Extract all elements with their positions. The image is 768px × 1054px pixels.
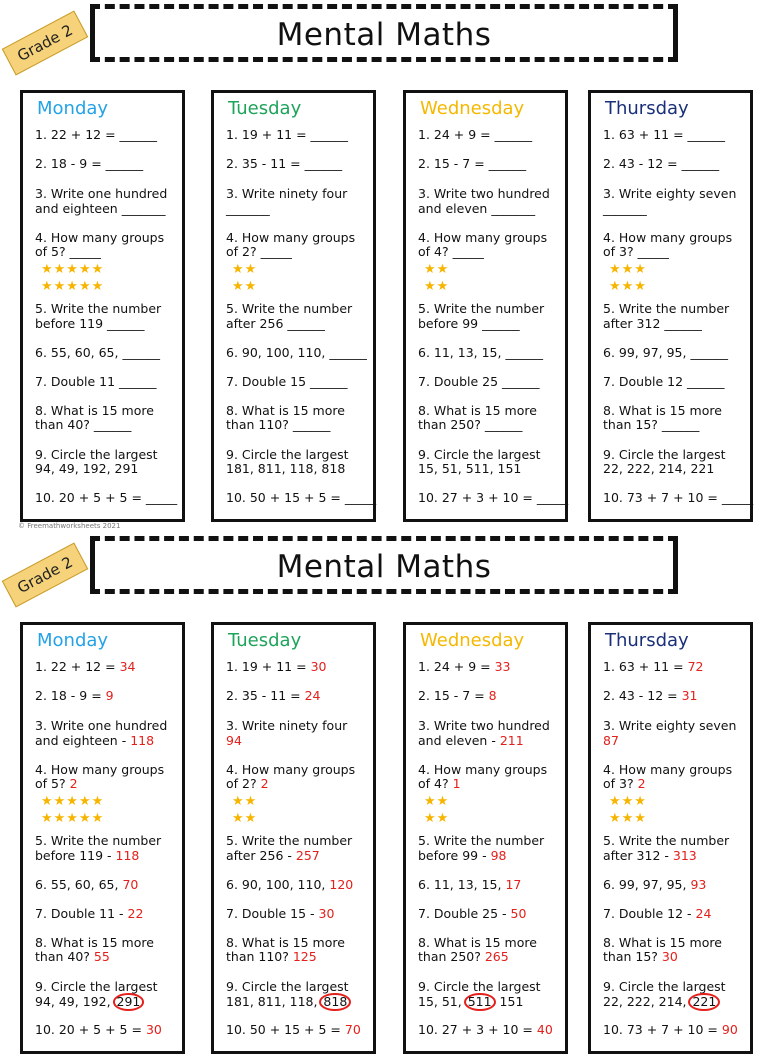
answer-value: 118 [130, 733, 155, 748]
answer-question-2: 2. 15 - 7 = 8 [418, 688, 497, 703]
question-7: 7. Double 25 ______ [418, 374, 540, 389]
star-group-row-1: ★★★ [609, 262, 647, 277]
question-9-line-1: 9. Circle the largest [226, 447, 349, 462]
answer-question-3-line-2 [603, 733, 619, 748]
answer-question-7: 7. Double 25 - 50 [418, 906, 527, 921]
question-2: 2. 43 - 12 = ______ [603, 156, 720, 171]
answer-key-section [0, 532, 768, 1037]
answer-question-7: 7. Double 11 - 22 [35, 906, 144, 921]
answer-value: 265 [484, 949, 509, 964]
answer-question-5-line-1: 5. Write the number [35, 833, 162, 848]
question-8-line-1: 8. What is 15 more [603, 403, 722, 418]
answer-question-5-line-2: before 99 - 98 [418, 848, 507, 863]
answer-value: 211 [499, 733, 524, 748]
question-5-line-2: after 256 ______ [226, 316, 325, 331]
day-title: Tuesday [228, 630, 302, 651]
question-8-line-2: than 15? ______ [603, 417, 700, 432]
question-4-line-2: of 5? _____ [35, 244, 101, 259]
page-title: Mental Maths [276, 17, 492, 53]
answer-value: 33 [494, 659, 511, 674]
answer-card-tuesday [211, 622, 376, 1054]
grade-label: Grade 2 [2, 11, 88, 76]
question-9-line-2: 22, 222, 214, 221 [603, 461, 715, 476]
answer-question-5-line-2: before 119 - 118 [35, 848, 140, 863]
answer-question-10: 10. 50 + 15 + 5 = 70 [226, 1022, 361, 1037]
question-6: 6. 99, 97, 95, ______ [603, 345, 728, 360]
answer-question-8-line-1: 8. What is 15 more [226, 935, 345, 950]
answer-question-2: 2. 35 - 11 = 24 [226, 688, 321, 703]
star-group-row-2: ★★★★★ [41, 279, 105, 294]
title-banner [90, 4, 678, 62]
star-group-row-1: ★★ [424, 794, 450, 809]
question-6: 6. 55, 60, 65, ______ [35, 345, 160, 360]
answer-question-8-line-2: than 110? 125 [226, 949, 317, 964]
question-9-line-2: 94, 49, 192, 291 [35, 461, 139, 476]
answer-card-thursday [588, 622, 753, 1054]
answer-question-8-line-1: 8. What is 15 more [603, 935, 722, 950]
answer-value: 2 [69, 776, 78, 791]
question-8-line-1: 8. What is 15 more [418, 403, 537, 418]
answer-question-5-line-2: after 256 - 257 [226, 848, 320, 863]
answer-question-6: 6. 90, 100, 110, 120 [226, 877, 354, 892]
star-group-row-2: ★★ [232, 279, 258, 294]
question-8-line-2: than 110? ______ [226, 417, 331, 432]
answer-question-9-line-1: 9. Circle the largest [35, 979, 158, 994]
question-3-line-1: 3. Write ninety four [226, 186, 348, 201]
answer-question-8-line-2: than 250? 265 [418, 949, 509, 964]
answer-question-8-line-1: 8. What is 15 more [418, 935, 537, 950]
question-4-line-2: of 2? _____ [226, 244, 292, 259]
question-10: 10. 27 + 3 + 10 = _____ [418, 490, 569, 505]
answer-question-9-line-1: 9. Circle the largest [418, 979, 541, 994]
answer-question-1: 1. 22 + 12 = 34 [35, 659, 136, 674]
circled-answer: 818 [319, 993, 351, 1011]
grade-label: Grade 2 [2, 543, 88, 608]
answer-value: 1 [452, 776, 461, 791]
question-4-line-2: of 4? _____ [418, 244, 484, 259]
answer-question-1: 1. 19 + 11 = 30 [226, 659, 327, 674]
answer-card-wednesday [403, 622, 568, 1054]
answer-question-8-line-2: than 15? 30 [603, 949, 678, 964]
question-10: 10. 50 + 15 + 5 = _____ [226, 490, 377, 505]
answer-question-4-line-2: of 4? 1 [418, 776, 461, 791]
answer-question-9-line-2: 181, 811, 118, 818 [226, 993, 351, 1011]
answer-question-7: 7. Double 12 - 24 [603, 906, 712, 921]
answer-value: 125 [292, 949, 317, 964]
question-4-line-1: 4. How many groups [603, 230, 733, 245]
star-group-row-1: ★★ [232, 794, 258, 809]
circled-answer: 221 [688, 993, 720, 1011]
answer-question-9-line-1: 9. Circle the largest [226, 979, 349, 994]
answer-value: 30 [145, 1022, 162, 1037]
answer-question-5-line-1: 5. Write the number [603, 833, 730, 848]
question-2: 2. 15 - 7 = ______ [418, 156, 527, 171]
answer-question-4-line-1: 4. How many groups [35, 762, 165, 777]
question-3-line-2: and eighteen _______ [35, 201, 166, 216]
star-group-row-2: ★★★★★ [41, 811, 105, 826]
title-banner [90, 536, 678, 594]
question-1: 1. 63 + 11 = ______ [603, 127, 726, 142]
question-9-line-1: 9. Circle the largest [603, 447, 726, 462]
day-title: Tuesday [228, 98, 302, 119]
answer-value: 118 [115, 848, 140, 863]
question-5-line-1: 5. Write the number [35, 301, 162, 316]
answer-value: 30 [318, 906, 335, 921]
answer-question-7: 7. Double 15 - 30 [226, 906, 335, 921]
answer-value: 70 [344, 1022, 361, 1037]
star-group-row-1: ★★ [424, 262, 450, 277]
question-7: 7. Double 15 ______ [226, 374, 348, 389]
answer-value: 17 [505, 877, 522, 892]
answer-card-monday [20, 622, 185, 1054]
answer-question-1: 1. 63 + 11 = 72 [603, 659, 704, 674]
answer-value: 50 [510, 906, 527, 921]
answer-question-9-line-2: 15, 51, 511 151 [418, 994, 524, 1009]
answer-question-5-line-2: after 312 - 313 [603, 848, 697, 863]
answer-question-9-line-2: 22, 222, 214, 221 [603, 993, 720, 1011]
answer-value: 24 [695, 906, 712, 921]
star-group-row-2: ★★ [424, 811, 450, 826]
answer-question-5-line-1: 5. Write the number [418, 833, 545, 848]
answer-question-9-line-1: 9. Circle the largest [603, 979, 726, 994]
answer-value: 30 [661, 949, 678, 964]
answer-value: 34 [119, 659, 136, 674]
question-5-line-2: before 99 ______ [418, 316, 520, 331]
answer-question-9-line-2: 94, 49, 192, 291 [35, 993, 144, 1011]
question-5-line-2: before 119 ______ [35, 316, 145, 331]
question-3-line-1: 3. Write one hundred [35, 186, 168, 201]
question-9-line-2: 181, 811, 118, 818 [226, 461, 346, 476]
answer-question-4-line-1: 4. How many groups [226, 762, 356, 777]
star-group-row-1: ★★★★★ [41, 794, 105, 809]
question-4-line-1: 4. How many groups [226, 230, 356, 245]
question-1: 1. 24 + 9 = ______ [418, 127, 533, 142]
question-4-line-2: of 3? _____ [603, 244, 669, 259]
answer-question-3-line-1: 3. Write eighty seven [603, 718, 737, 733]
question-7: 7. Double 11 ______ [35, 374, 157, 389]
page-title: Mental Maths [276, 549, 492, 585]
answer-question-2: 2. 18 - 9 = 9 [35, 688, 114, 703]
answer-question-3-line-2 [226, 733, 242, 748]
answer-question-1: 1. 24 + 9 = 33 [418, 659, 511, 674]
star-group-row-1: ★★ [232, 262, 258, 277]
question-3-line-2: _______ [603, 201, 647, 216]
answer-question-8-line-1: 8. What is 15 more [35, 935, 154, 950]
day-card-tuesday [211, 90, 376, 522]
question-3-line-2: _______ [226, 201, 270, 216]
answer-question-5-line-1: 5. Write the number [226, 833, 353, 848]
question-9-line-1: 9. Circle the largest [35, 447, 158, 462]
answer-value: 9 [105, 688, 114, 703]
day-card-thursday [588, 90, 753, 522]
question-2: 2. 18 - 9 = ______ [35, 156, 144, 171]
question-5-line-1: 5. Write the number [603, 301, 730, 316]
day-title: Monday [37, 98, 109, 119]
answer-question-3-line-1: 3. Write ninety four [226, 718, 348, 733]
answer-question-8-line-2: than 40? 55 [35, 949, 110, 964]
circled-answer: 511 [464, 993, 496, 1011]
day-card-wednesday [403, 90, 568, 522]
question-3-line-2: and eleven _______ [418, 201, 536, 216]
answer-value: 31 [681, 688, 698, 703]
question-9-line-1: 9. Circle the largest [418, 447, 541, 462]
answer-value: 55 [93, 949, 110, 964]
answer-value: 2 [637, 776, 646, 791]
question-2: 2. 35 - 11 = ______ [226, 156, 343, 171]
answer-question-4-line-2: of 5? 2 [35, 776, 78, 791]
question-3-line-1: 3. Write two hundred [418, 186, 550, 201]
answer-value: 98 [490, 848, 507, 863]
question-8-line-2: than 250? ______ [418, 417, 523, 432]
answer-question-2: 2. 43 - 12 = 31 [603, 688, 698, 703]
answer-question-3-line-2: and eighteen - 118 [35, 733, 155, 748]
answer-value: 24 [304, 688, 321, 703]
question-1: 1. 19 + 11 = ______ [226, 127, 349, 142]
answer-value: 22 [127, 906, 144, 921]
answer-question-6: 6. 99, 97, 95, 93 [603, 877, 707, 892]
star-group-row-2: ★★ [424, 279, 450, 294]
answer-value: 90 [721, 1022, 738, 1037]
answer-question-4-line-2: of 3? 2 [603, 776, 646, 791]
day-title: Thursday [605, 98, 689, 119]
question-5-line-1: 5. Write the number [226, 301, 353, 316]
day-title: Thursday [605, 630, 689, 651]
question-10: 10. 73 + 7 + 10 = _____ [603, 490, 754, 505]
question-9-line-2: 15, 51, 511, 151 [418, 461, 522, 476]
answer-value: 2 [260, 776, 269, 791]
star-group-row-2: ★★★ [609, 811, 647, 826]
question-8-line-2: than 40? ______ [35, 417, 132, 432]
question-6: 6. 90, 100, 110, ______ [226, 345, 367, 360]
answer-value: 94 [226, 733, 242, 748]
star-group-row-2: ★★★ [609, 279, 647, 294]
answer-value: 8 [488, 688, 497, 703]
answer-question-3-line-1: 3. Write one hundred [35, 718, 168, 733]
question-10: 10. 20 + 5 + 5 = _____ [35, 490, 178, 505]
question-1: 1. 22 + 12 = ______ [35, 127, 158, 142]
answer-value: 313 [672, 848, 697, 863]
answer-question-3-line-2: and eleven - 211 [418, 733, 524, 748]
question-4-line-1: 4. How many groups [418, 230, 548, 245]
answer-question-4-line-2: of 2? 2 [226, 776, 269, 791]
answer-question-6: 6. 11, 13, 15, 17 [418, 877, 522, 892]
answer-value: 30 [310, 659, 327, 674]
answer-question-6: 6. 55, 60, 65, 70 [35, 877, 139, 892]
question-8-line-1: 8. What is 15 more [226, 403, 345, 418]
question-4-line-1: 4. How many groups [35, 230, 165, 245]
answer-question-4-line-1: 4. How many groups [603, 762, 733, 777]
answer-value: 70 [122, 877, 139, 892]
copyright-notice: © Freemathworksheets 2021 [18, 522, 121, 530]
question-5-line-1: 5. Write the number [418, 301, 545, 316]
day-card-monday [20, 90, 185, 522]
answer-value: 120 [329, 877, 354, 892]
question-7: 7. Double 12 ______ [603, 374, 725, 389]
answer-value: 40 [536, 1022, 553, 1037]
answer-question-4-line-1: 4. How many groups [418, 762, 548, 777]
question-5-line-2: after 312 ______ [603, 316, 702, 331]
star-group-row-1: ★★★★★ [41, 262, 105, 277]
answer-value: 72 [687, 659, 704, 674]
circled-answer: 291 [113, 993, 145, 1011]
day-title: Wednesday [420, 98, 525, 119]
answer-question-10: 10. 73 + 7 + 10 = 90 [603, 1022, 738, 1037]
day-title: Monday [37, 630, 109, 651]
answer-value: 93 [690, 877, 707, 892]
question-6: 6. 11, 13, 15, ______ [418, 345, 543, 360]
answer-value: 257 [295, 848, 320, 863]
answer-question-10: 10. 20 + 5 + 5 = 30 [35, 1022, 162, 1037]
day-title: Wednesday [420, 630, 525, 651]
question-8-line-1: 8. What is 15 more [35, 403, 154, 418]
question-3-line-1: 3. Write eighty seven [603, 186, 737, 201]
star-group-row-2: ★★ [232, 811, 258, 826]
answer-question-3-line-1: 3. Write two hundred [418, 718, 550, 733]
answer-question-10: 10. 27 + 3 + 10 = 40 [418, 1022, 553, 1037]
answer-value: 87 [603, 733, 619, 748]
star-group-row-1: ★★★ [609, 794, 647, 809]
